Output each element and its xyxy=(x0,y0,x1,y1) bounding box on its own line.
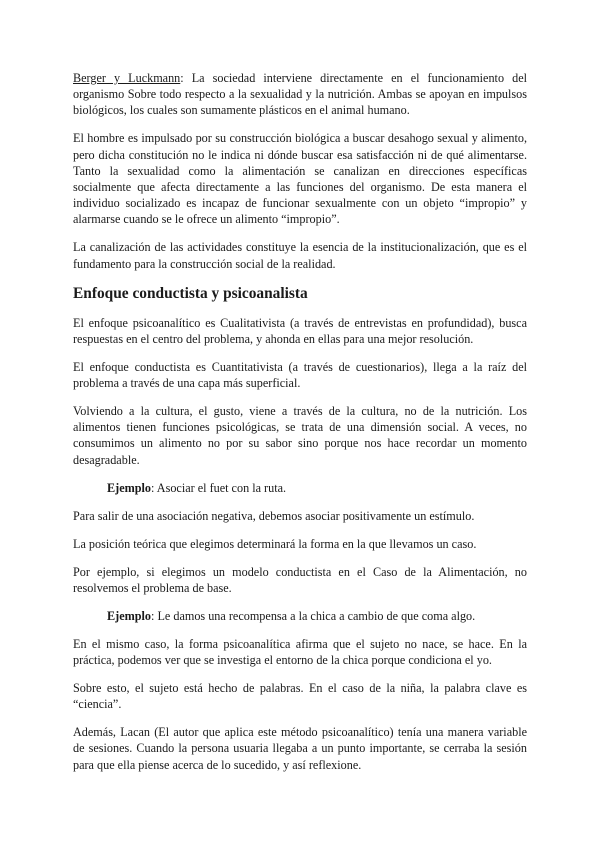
paragraph-theoretical-position: La posición teórica que elegimos determinará la forma en la que llevamos un caso. xyxy=(73,536,477,551)
paragraph-culture-taste: Volviendo a la cultura, el gusto, viene a través de la cultura, no de la nutrición. Los alimentos tienen funciones psicológicas, se trata de una dimensión social. A veces, no consumimos un alimento no por su sabor sino porque nos hace recordar un momento desagradable. xyxy=(73,404,527,467)
example-fuet xyxy=(73,480,527,496)
example-label: Ejemplo xyxy=(107,608,152,623)
intro-paragraph xyxy=(73,70,527,119)
example-text: : Le damos una recompensa a la chica a cambio de que coma algo. xyxy=(151,608,476,623)
section-heading: Enfoque conductista y psicoanalista xyxy=(73,284,308,302)
example-reward xyxy=(73,608,527,624)
paragraph-subject-words: Sobre esto, el sujeto está hecho de palabras. En el caso de la niña, la palabra clave es “ciencia”. xyxy=(73,681,527,712)
example-label: Ejemplo xyxy=(107,480,152,495)
paragraph-institutionalization: La canalización de las actividades constituye la esencia de la institucionalización, que es el fundamento para la construcción social de la realidad. xyxy=(73,240,527,271)
author-reference: Berger y Luckmann xyxy=(73,71,181,85)
paragraph-psychoanalytic: El enfoque psicoanalítico es Cualitativista (a través de entrevistas en profundidad), busca respuestas en el centro del problema, y ahonda en ellas para una mejor resolución. xyxy=(73,315,527,346)
paragraph-psychoanalytic-case: En el mismo caso, la forma psicoanalítica afirma que el sujeto no nace, se hace. En la práctica, podemos ver que se investiga el entorno de la chica porque condiciona el yo. xyxy=(73,636,527,668)
example-text: : Asociar el fuet con la ruta. xyxy=(151,480,287,495)
paragraph-behaviorist-case: Por ejemplo, si elegimos un modelo conductista en el Caso de la Alimentación, no resolvemos el problema de base. xyxy=(73,564,527,595)
paragraph-lacan-sessions: Además, Lacan (El autor que aplica este método psicoanalítico) tenía una manera variable de sesiones. Cuando la persona usuaria llegaba a un punto importante, se cerraba la sesión para que ella piense acerca de lo sucedido, y así reflexione. xyxy=(73,725,527,772)
intro-text: : La sociedad interviene directamente en el funcionamiento del organismo Sobre todo respecto a la sexualidad y la nutrición. Ambas se apoyan en impulsos biológicos, los cuales son sumamente plásticos en el animal humano. xyxy=(73,71,527,118)
paragraph-biological-impulse: El hombre es impulsado por su construcción biológica a buscar desahogo sexual y alimento, pero dicha constitución no le indica ni dónde buscar esa satisfacción ni de qué alimentarse. Tanto la sexualidad como la alimentación se canalizan en direcciones específicas socialmente que afecta directamente a las funciones del organismo. De esta manera el individuo socializado es incapaz de funcionar sexualmente con un objeto “impropio” y alarmarse cuando se le ofrece un alimento “impropio”. xyxy=(73,131,527,227)
paragraph-behaviorist: El enfoque conductista es Cuantitativista (a través de cuestionarios), llega a la raíz del problema a través de una capa más superficial. xyxy=(73,359,527,391)
paragraph-negative-association: Para salir de una asociación negativa, debemos asociar positivamente un estímulo. xyxy=(73,508,475,523)
